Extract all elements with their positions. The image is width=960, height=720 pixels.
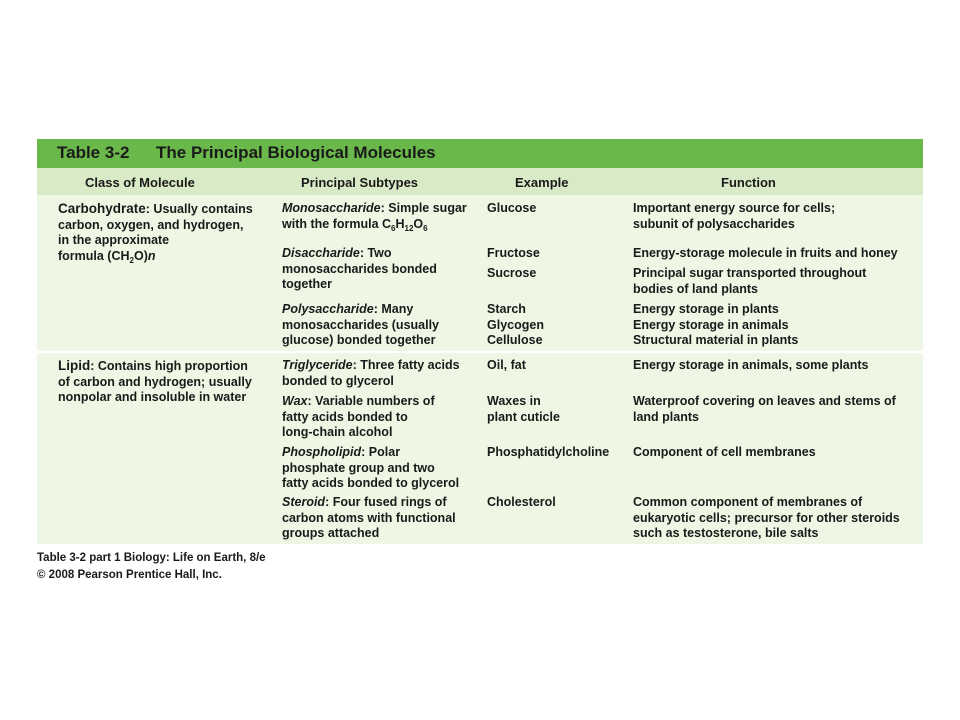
phospholipid-example: Phosphatidylcholine [487, 445, 610, 459]
monosaccharide-function [633, 201, 835, 232]
polysaccharide-subtype [282, 302, 439, 349]
steroid-function-line3: such as testosterone, bile salts [633, 526, 819, 540]
wax-function-line1: Waterproof covering on leaves and stems of [633, 394, 896, 408]
phospholipid-subtype [282, 445, 459, 492]
carbohydrate-desc-line2: carbon, oxygen, and hydrogen, [58, 217, 244, 232]
steroid-line3: groups attached [282, 526, 380, 540]
phospholipid-line3: fatty acids bonded to glycerol [282, 476, 460, 490]
polysaccharide-line3: glucose) bonded together [282, 333, 436, 347]
header-class-of-molecule: Class of Molecule [85, 175, 195, 190]
monosaccharide-name: Monosaccharide [282, 201, 381, 215]
formula-part-a: formula (CH [58, 248, 130, 263]
steroid-name: Steroid [282, 495, 326, 509]
phospholipid-name: Phospholipid [282, 445, 362, 459]
triglyceride-subtype [282, 358, 460, 389]
table-title-bar [37, 139, 923, 168]
header-function: Function [721, 175, 776, 190]
sucrose-function-line2: bodies of land plants [633, 281, 759, 296]
disaccharide-example-fructose: Fructose [487, 246, 540, 260]
sucrose-function-line1: Principal sugar transported throughout [633, 266, 867, 280]
sucrose-function [633, 266, 866, 297]
triglyceride-name: Triglyceride [282, 358, 353, 372]
mono-function-line2: subunit of polysaccharides [633, 216, 795, 231]
wax-example-line1: Waxes in [487, 394, 541, 408]
mono-formula-h: H [395, 216, 405, 231]
wax-line3: long-chain alcohol [282, 425, 393, 439]
wax-example-line2: plant cuticle [487, 409, 560, 424]
starch-function: Energy storage in plants [633, 302, 779, 316]
polysaccharide-examples [487, 302, 544, 349]
carbohydrate-desc-line1: : Usually contains [145, 202, 253, 216]
mono-sub-c: 6 [391, 223, 396, 233]
mono-sub-h: 12 [404, 223, 414, 233]
wax-line1: : Variable numbers of [307, 394, 435, 408]
glycogen-function: Energy storage in animals [633, 317, 789, 332]
table-title: The Principal Biological Molecules [156, 143, 436, 162]
lipid-name: Lipid [58, 358, 91, 373]
triglyceride-example: Oil, fat [487, 358, 526, 372]
example-starch: Starch [487, 302, 526, 316]
monosaccharide-formula [282, 217, 467, 233]
wax-subtype [282, 394, 435, 441]
lipid-description [58, 358, 252, 406]
disaccharide-line2: monosaccharides bonded [282, 261, 437, 276]
caption-source: Table 3-2 part 1 Biology: Life on Earth, 8/e [37, 552, 266, 564]
table-number: Table 3-2 [57, 143, 130, 162]
disaccharide-example-sucrose: Sucrose [487, 266, 537, 280]
steroid-function-line1: Common component of membranes of [633, 495, 863, 509]
cellulose-function: Structural material in plants [633, 333, 799, 347]
phospholipid-function: Component of cell membranes [633, 445, 816, 459]
caption-copyright: © 2008 Pearson Prentice Hall, Inc. [37, 569, 222, 581]
example-glycogen: Glycogen [487, 317, 544, 332]
lipid-desc-line3: nonpolar and insoluble in water [58, 390, 247, 404]
steroid-function [633, 495, 900, 542]
disaccharide-line3: together [282, 277, 332, 291]
polysaccharide-line1: : Many [373, 302, 414, 316]
header-principal-subtypes: Principal Subtypes [301, 175, 419, 190]
wax-example [487, 394, 560, 425]
disaccharide-line1: : Two [359, 246, 392, 260]
class-separator [37, 351, 923, 353]
carbohydrate-name: Carbohydrate [58, 201, 146, 216]
biological-molecules-table [37, 139, 923, 544]
polysaccharide-functions [633, 302, 798, 349]
mono-formula-o: O [413, 216, 424, 231]
disaccharide-name: Disaccharide [282, 246, 360, 260]
formula-n: n [147, 248, 156, 263]
formula-part-b: O) [133, 248, 148, 263]
phospholipid-line1: : Polar [361, 445, 401, 459]
example-cellulose: Cellulose [487, 333, 543, 347]
polysaccharide-name: Polysaccharide [282, 302, 374, 316]
mono-formula-a: with the formula C [282, 216, 392, 231]
steroid-example: Cholesterol [487, 495, 556, 509]
steroid-function-line2: eukaryotic cells; precursor for other steroids [633, 510, 900, 525]
phospholipid-line2: phosphate group and two [282, 460, 435, 475]
wax-function [633, 394, 896, 425]
monosaccharide-example: Glucose [487, 201, 537, 215]
wax-line2: fatty acids bonded to [282, 409, 408, 424]
mono-function-line1: Important energy source for cells; [633, 201, 836, 215]
carbohydrate-formula [58, 249, 253, 265]
carbohydrate-description [58, 201, 253, 264]
carbohydrate-desc-line3: in the approximate [58, 233, 170, 247]
monosaccharide-line1: : Simple sugar [380, 201, 467, 215]
wax-function-line2: land plants [633, 409, 699, 424]
polysaccharide-line2: monosaccharides (usually [282, 317, 440, 332]
table-header-row [37, 168, 923, 195]
wax-name: Wax [282, 394, 308, 408]
steroid-subtype [282, 495, 456, 542]
lipid-desc-line1: : Contains high proportion [90, 359, 248, 373]
header-example: Example [515, 175, 569, 190]
lipid-desc-line2: of carbon and hydrogen; usually [58, 374, 252, 389]
steroid-line1: : Four fused rings of [325, 495, 447, 509]
formula-subscript: 2 [129, 255, 134, 265]
fructose-function: Energy-storage molecule in fruits and honey [633, 246, 898, 260]
monosaccharide-subtype [282, 201, 467, 232]
triglyceride-line1: : Three fatty acids [352, 358, 460, 372]
disaccharide-subtype [282, 246, 437, 293]
triglyceride-line2: bonded to glycerol [282, 373, 394, 388]
steroid-line2: carbon atoms with functional [282, 510, 456, 525]
mono-sub-o: 6 [423, 223, 428, 233]
triglyceride-function: Energy storage in animals, some plants [633, 358, 869, 372]
